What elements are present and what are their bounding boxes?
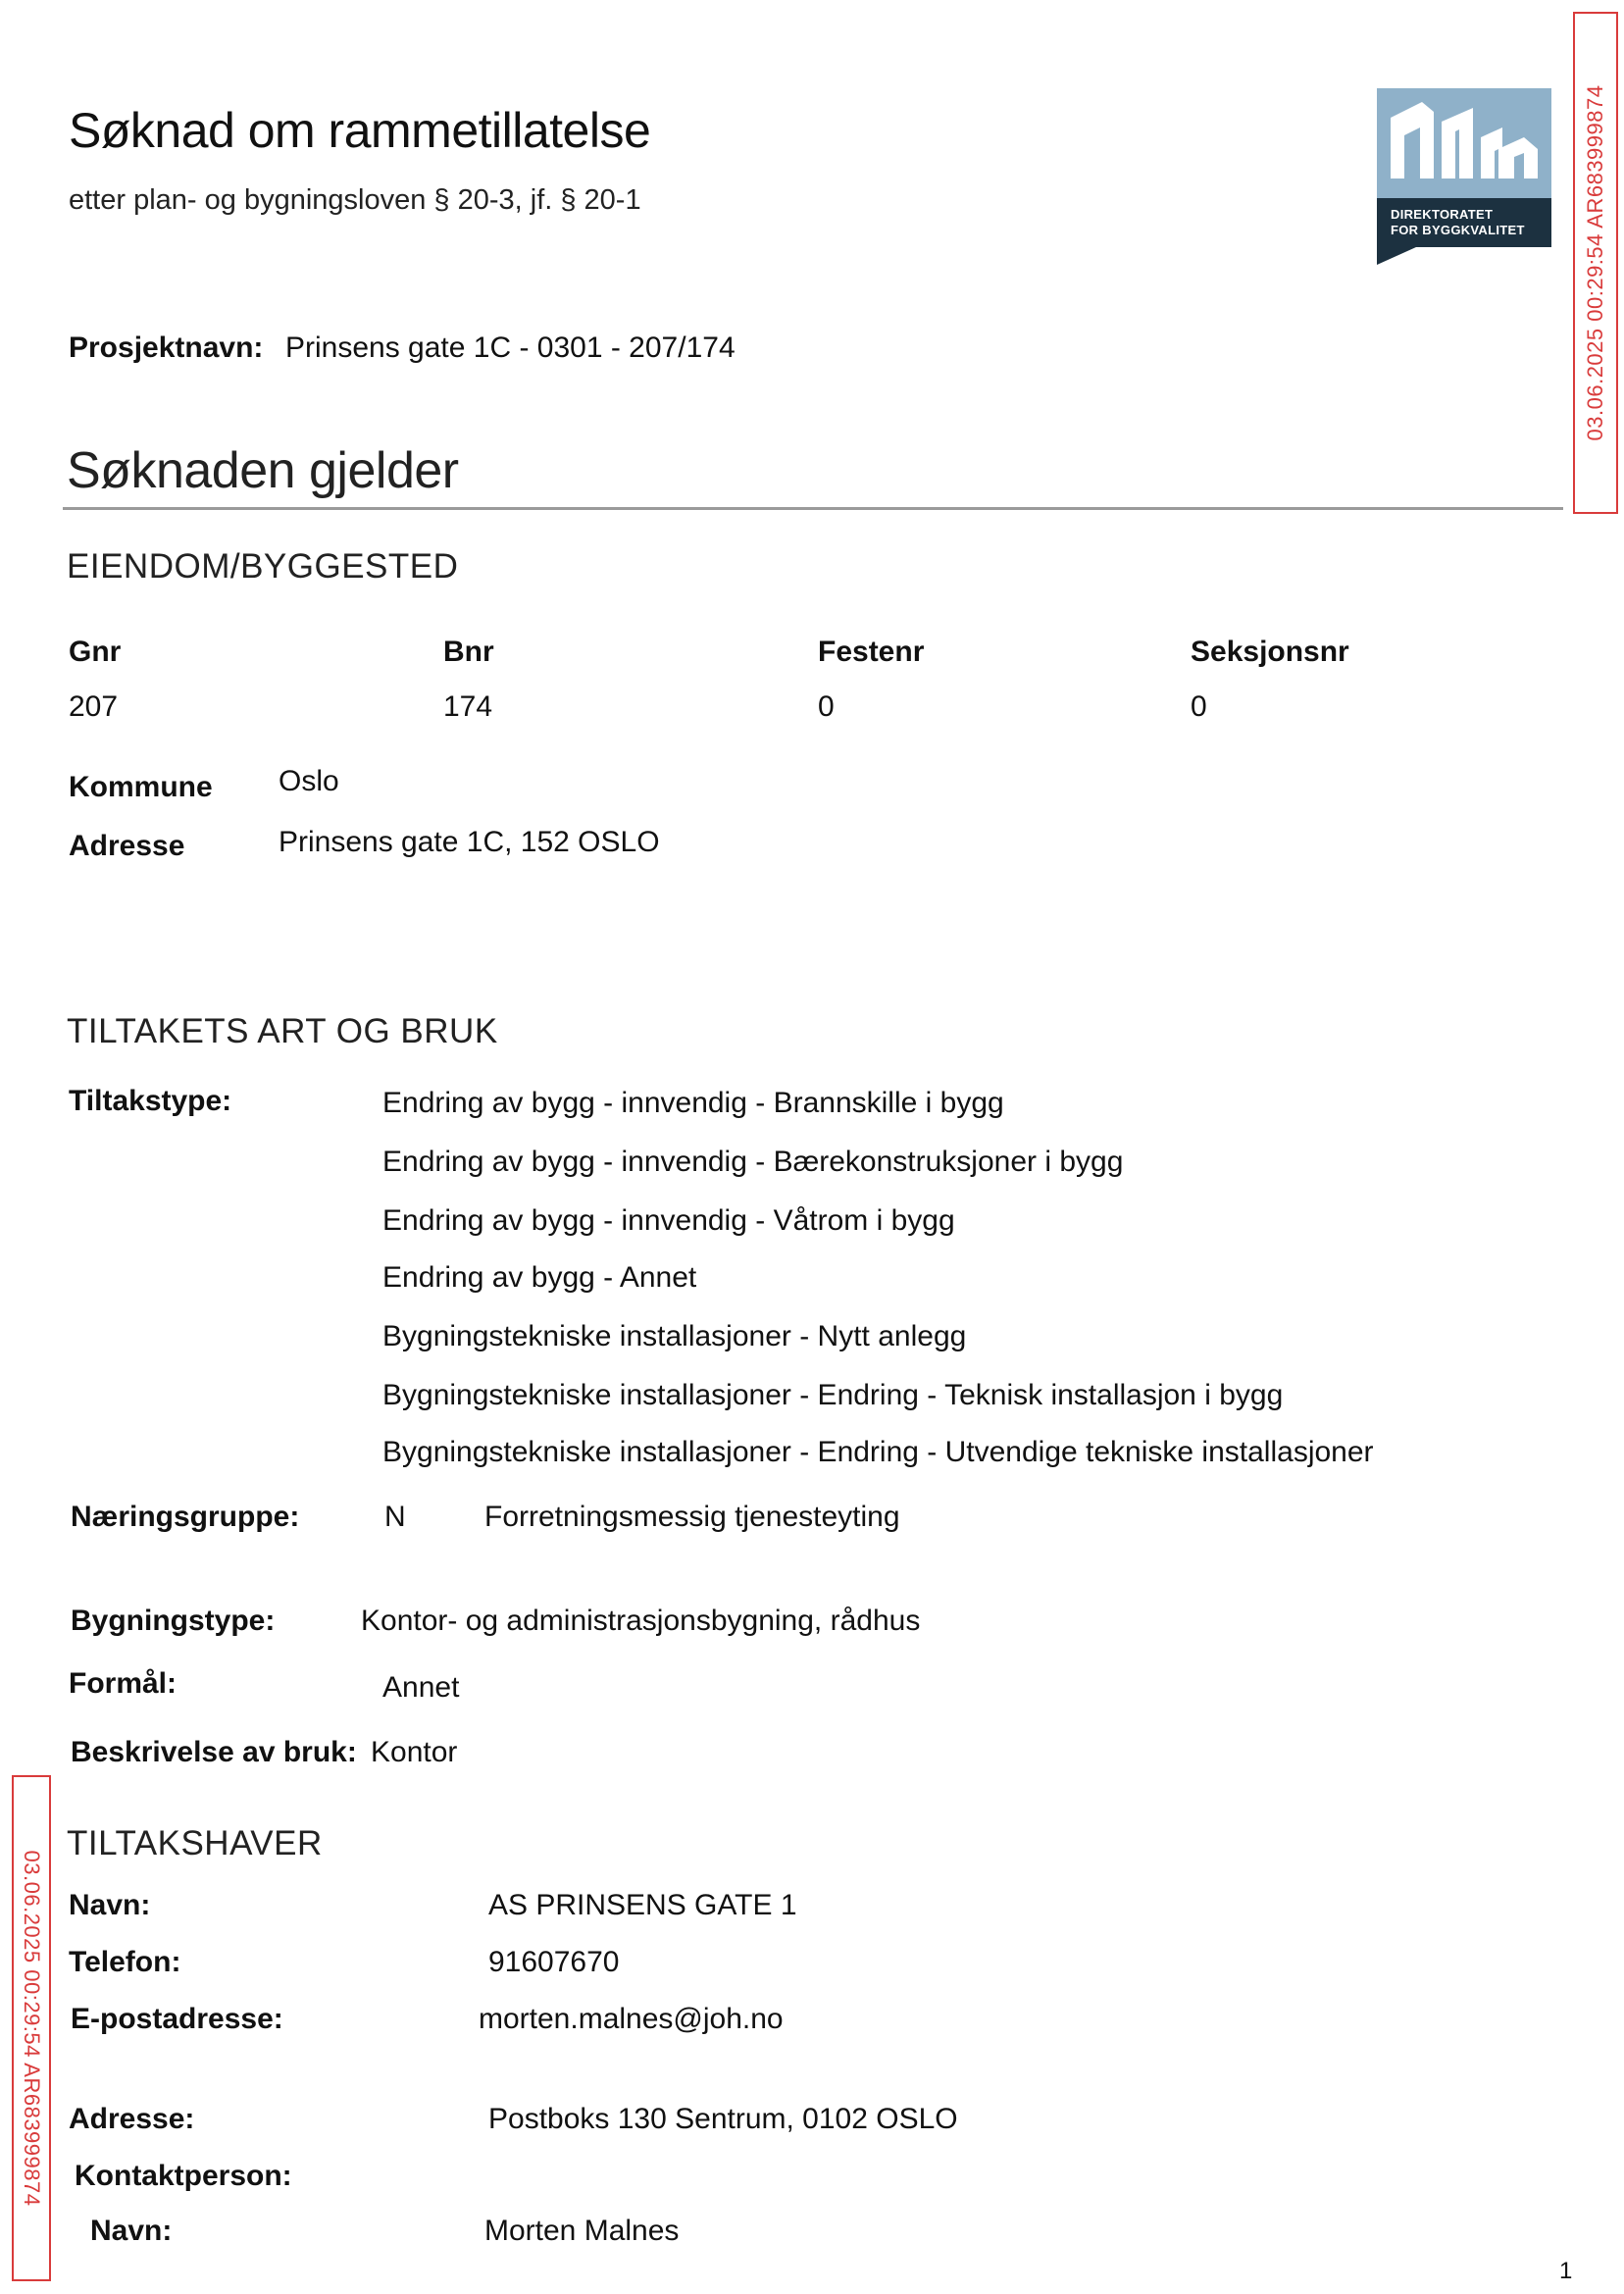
gnr-value: 207	[69, 690, 119, 723]
eiendom-heading: EIENDOM/BYGGESTED	[67, 547, 459, 586]
tiltakstype-item: Endring av bygg - innvendig - Våtrom i bygg	[382, 1204, 955, 1237]
tiltakstype-item: Bygningstekniske installasjoner - Nytt anlegg	[382, 1320, 967, 1352]
receipt-stamp	[1573, 12, 1618, 514]
kontakt-navn-value: Morten Malnes	[484, 2215, 680, 2247]
naeringsgruppe-value: Forretningsmessig tjenesteyting	[484, 1501, 900, 1533]
bruk-value: Kontor	[371, 1736, 458, 1768]
formal-value: Annet	[382, 1671, 460, 1704]
seksjonsnr-value: 0	[1191, 690, 1207, 723]
telefon-label: Telefon:	[69, 1946, 181, 1978]
navn-label: Navn:	[69, 1889, 151, 1921]
adresse-label: Adresse	[69, 830, 185, 862]
receipt-stamp-text: 03.06.2025 00:29:54 AR683999874	[1583, 84, 1607, 441]
bygningstype-value: Kontor- og administrasjonsbygning, rådhus	[361, 1605, 921, 1637]
project-value: Prinsens gate 1C - 0301 - 207/174	[285, 331, 736, 364]
adresse-value: Prinsens gate 1C, 152 OSLO	[279, 826, 660, 858]
bygningstype-label: Bygningstype:	[71, 1605, 276, 1637]
festenr-value: 0	[818, 690, 835, 723]
tiltakstype-item: Bygningstekniske installasjoner - Endring - Teknisk installasjon i bygg	[382, 1379, 1284, 1411]
logo-line-1: DIREKTORATET	[1391, 207, 1494, 222]
kommune-label: Kommune	[69, 771, 213, 803]
logo-band	[1377, 198, 1551, 247]
festenr-label: Festenr	[818, 636, 925, 668]
epost-value: morten.malnes@joh.no	[479, 2003, 784, 2035]
tiltakstype-item: Endring av bygg - innvendig - Brannskille i bygg	[382, 1087, 1004, 1119]
tiltakstype-label: Tiltakstype:	[69, 1085, 232, 1117]
logo-mark-icon	[1377, 88, 1551, 198]
tiltak-heading: TILTAKETS ART OG BRUK	[67, 1012, 498, 1050]
page-number: 1	[1559, 2258, 1573, 2284]
gnr-label: Gnr	[69, 636, 122, 668]
project-label: Prosjektnavn:	[69, 331, 264, 364]
seksjonsnr-label: Seksjonsnr	[1191, 636, 1349, 668]
tiltakstype-item: Endring av bygg - innvendig - Bærekonstruksjoner i bygg	[382, 1146, 1124, 1178]
bruk-label: Beskrivelse av bruk:	[71, 1736, 357, 1768]
receipt-stamp-text: 03.06.2025 00:29:54 AR683999874	[20, 1850, 44, 2207]
epost-label: E-postadresse:	[71, 2003, 283, 2035]
tiltakshaver-heading: TILTAKSHAVER	[67, 1824, 323, 1862]
bnr-label: Bnr	[443, 636, 494, 668]
section-title: Søknaden gjelder	[67, 442, 459, 499]
telefon-value: 91607670	[488, 1946, 620, 1978]
page-title: Søknad om rammetillatelse	[69, 103, 651, 158]
tiltakstype-item: Bygningstekniske installasjoner - Endring - Utvendige tekniske installasjoner	[382, 1436, 1374, 1468]
page-subtitle: etter plan- og bygningsloven § 20-3, jf. § 20-1	[69, 184, 641, 216]
naeringsgruppe-code: N	[384, 1501, 406, 1533]
dibk-logo	[1377, 88, 1551, 275]
logo-tab	[1377, 247, 1416, 265]
kommune-value: Oslo	[279, 765, 339, 797]
logo-line-2: FOR BYGGKVALITET	[1391, 223, 1525, 237]
tiltakshaver-adresse-label: Adresse:	[69, 2103, 195, 2135]
receipt-stamp	[12, 1775, 51, 2281]
kontaktperson-label: Kontaktperson:	[75, 2160, 292, 2192]
navn-value: AS PRINSENS GATE 1	[488, 1889, 797, 1921]
tiltakshaver-adresse-value: Postboks 130 Sentrum, 0102 OSLO	[488, 2103, 958, 2135]
section-divider	[63, 507, 1563, 510]
kontakt-navn-label: Navn:	[90, 2215, 173, 2247]
formal-label: Formål:	[69, 1667, 178, 1700]
naeringsgruppe-label: Næringsgruppe:	[71, 1501, 300, 1533]
tiltakstype-item: Endring av bygg - Annet	[382, 1261, 697, 1294]
bnr-value: 174	[443, 690, 493, 723]
